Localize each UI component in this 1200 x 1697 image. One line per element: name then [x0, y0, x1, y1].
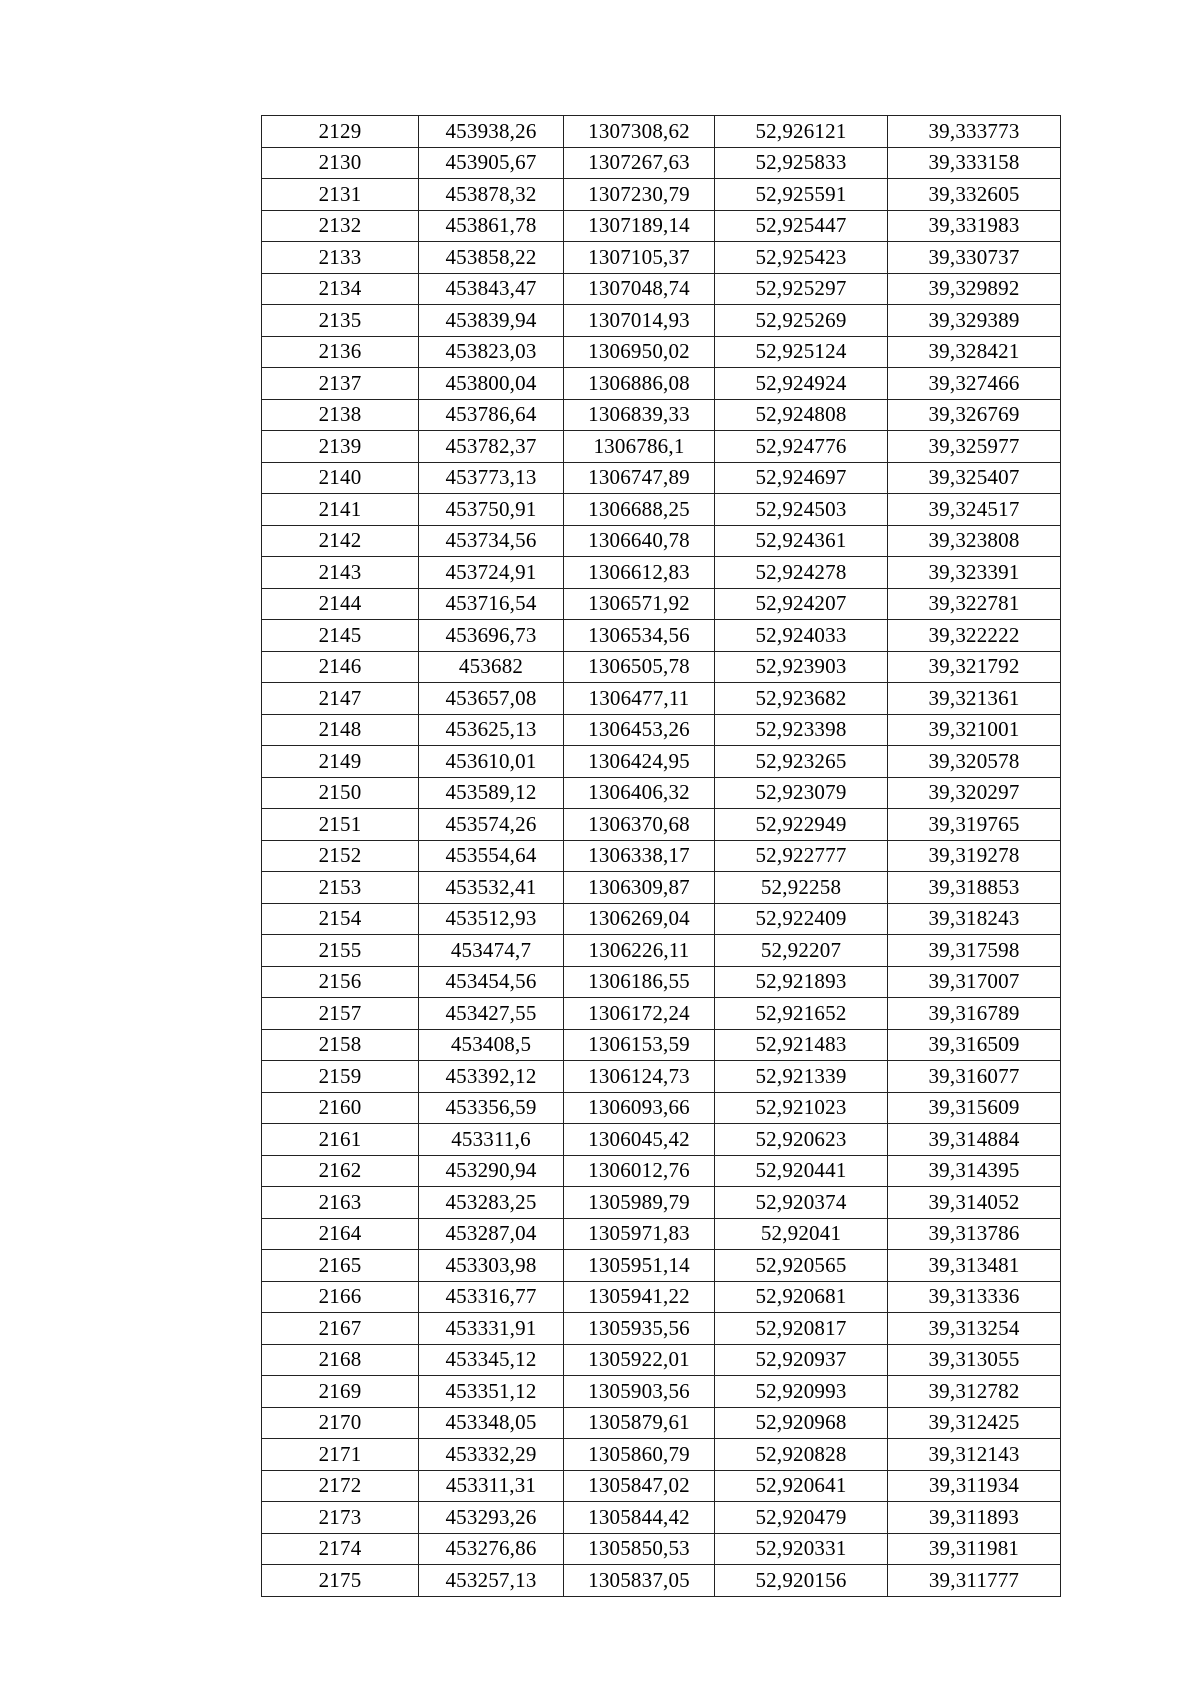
- y-coordinate-cell: 1306505,78: [564, 651, 715, 683]
- x-coordinate-cell: 453878,32: [419, 179, 564, 211]
- point-number-cell: 2130: [262, 147, 419, 179]
- x-coordinate-cell: 453782,37: [419, 431, 564, 463]
- longitude-cell: 39,311934: [888, 1470, 1061, 1502]
- x-coordinate-cell: 453773,13: [419, 462, 564, 494]
- latitude-cell: 52,920828: [715, 1439, 888, 1471]
- point-number-cell: 2153: [262, 872, 419, 904]
- table-row: [262, 935, 1061, 967]
- y-coordinate-cell: 1307105,37: [564, 242, 715, 274]
- x-coordinate-cell: 453454,56: [419, 966, 564, 998]
- table-row: [262, 903, 1061, 935]
- point-number-cell: 2167: [262, 1313, 419, 1345]
- x-coordinate-cell: 453287,04: [419, 1218, 564, 1250]
- latitude-cell: 52,924503: [715, 494, 888, 526]
- x-coordinate-cell: 453303,98: [419, 1250, 564, 1282]
- point-number-cell: 2132: [262, 210, 419, 242]
- longitude-cell: 39,325407: [888, 462, 1061, 494]
- longitude-cell: 39,323391: [888, 557, 1061, 589]
- latitude-cell: 52,921893: [715, 966, 888, 998]
- latitude-cell: 52,921483: [715, 1029, 888, 1061]
- coordinates-table: [261, 115, 1061, 1597]
- longitude-cell: 39,333773: [888, 116, 1061, 148]
- point-number-cell: 2138: [262, 399, 419, 431]
- longitude-cell: 39,321001: [888, 714, 1061, 746]
- y-coordinate-cell: 1306424,95: [564, 746, 715, 778]
- latitude-cell: 52,924697: [715, 462, 888, 494]
- latitude-cell: 52,920993: [715, 1376, 888, 1408]
- x-coordinate-cell: 453332,29: [419, 1439, 564, 1471]
- latitude-cell: 52,925423: [715, 242, 888, 274]
- table-row: [262, 651, 1061, 683]
- x-coordinate-cell: 453905,67: [419, 147, 564, 179]
- table-row: [262, 1187, 1061, 1219]
- longitude-cell: 39,313254: [888, 1313, 1061, 1345]
- latitude-cell: 52,920565: [715, 1250, 888, 1282]
- latitude-cell: 52,92041: [715, 1218, 888, 1250]
- y-coordinate-cell: 1305922,01: [564, 1344, 715, 1376]
- x-coordinate-cell: 453823,03: [419, 336, 564, 368]
- point-number-cell: 2171: [262, 1439, 419, 1471]
- longitude-cell: 39,320578: [888, 746, 1061, 778]
- point-number-cell: 2172: [262, 1470, 419, 1502]
- longitude-cell: 39,313481: [888, 1250, 1061, 1282]
- table-row: [262, 683, 1061, 715]
- longitude-cell: 39,331983: [888, 210, 1061, 242]
- table-row: [262, 1407, 1061, 1439]
- y-coordinate-cell: 1307308,62: [564, 116, 715, 148]
- longitude-cell: 39,316789: [888, 998, 1061, 1030]
- y-coordinate-cell: 1306172,24: [564, 998, 715, 1030]
- point-number-cell: 2135: [262, 305, 419, 337]
- latitude-cell: 52,920937: [715, 1344, 888, 1376]
- point-number-cell: 2133: [262, 242, 419, 274]
- latitude-cell: 52,920331: [715, 1533, 888, 1565]
- latitude-cell: 52,922949: [715, 809, 888, 841]
- point-number-cell: 2152: [262, 840, 419, 872]
- latitude-cell: 52,920641: [715, 1470, 888, 1502]
- latitude-cell: 52,925297: [715, 273, 888, 305]
- y-coordinate-cell: 1306477,11: [564, 683, 715, 715]
- x-coordinate-cell: 453512,93: [419, 903, 564, 935]
- x-coordinate-cell: 453858,22: [419, 242, 564, 274]
- latitude-cell: 52,924776: [715, 431, 888, 463]
- x-coordinate-cell: 453750,91: [419, 494, 564, 526]
- table-row: [262, 1124, 1061, 1156]
- y-coordinate-cell: 1306747,89: [564, 462, 715, 494]
- longitude-cell: 39,317007: [888, 966, 1061, 998]
- point-number-cell: 2164: [262, 1218, 419, 1250]
- point-number-cell: 2157: [262, 998, 419, 1030]
- x-coordinate-cell: 453283,25: [419, 1187, 564, 1219]
- y-coordinate-cell: 1306338,17: [564, 840, 715, 872]
- point-number-cell: 2175: [262, 1565, 419, 1597]
- y-coordinate-cell: 1306153,59: [564, 1029, 715, 1061]
- point-number-cell: 2174: [262, 1533, 419, 1565]
- point-number-cell: 2143: [262, 557, 419, 589]
- longitude-cell: 39,332605: [888, 179, 1061, 211]
- x-coordinate-cell: 453682: [419, 651, 564, 683]
- latitude-cell: 52,920968: [715, 1407, 888, 1439]
- x-coordinate-cell: 453293,26: [419, 1502, 564, 1534]
- longitude-cell: 39,314884: [888, 1124, 1061, 1156]
- latitude-cell: 52,924278: [715, 557, 888, 589]
- point-number-cell: 2129: [262, 116, 419, 148]
- y-coordinate-cell: 1305903,56: [564, 1376, 715, 1408]
- latitude-cell: 52,925833: [715, 147, 888, 179]
- x-coordinate-cell: 453348,05: [419, 1407, 564, 1439]
- x-coordinate-cell: 453843,47: [419, 273, 564, 305]
- point-number-cell: 2145: [262, 620, 419, 652]
- table-row: [262, 305, 1061, 337]
- point-number-cell: 2140: [262, 462, 419, 494]
- x-coordinate-cell: 453408,5: [419, 1029, 564, 1061]
- longitude-cell: 39,318243: [888, 903, 1061, 935]
- latitude-cell: 52,925124: [715, 336, 888, 368]
- point-number-cell: 2161: [262, 1124, 419, 1156]
- longitude-cell: 39,333158: [888, 147, 1061, 179]
- longitude-cell: 39,329892: [888, 273, 1061, 305]
- table-row: [262, 1470, 1061, 1502]
- table-row: [262, 336, 1061, 368]
- y-coordinate-cell: 1307014,93: [564, 305, 715, 337]
- x-coordinate-cell: 453786,64: [419, 399, 564, 431]
- longitude-cell: 39,317598: [888, 935, 1061, 967]
- y-coordinate-cell: 1305941,22: [564, 1281, 715, 1313]
- table-row: [262, 840, 1061, 872]
- table-row: [262, 872, 1061, 904]
- x-coordinate-cell: 453724,91: [419, 557, 564, 589]
- x-coordinate-cell: 453861,78: [419, 210, 564, 242]
- y-coordinate-cell: 1307267,63: [564, 147, 715, 179]
- table-row: [262, 494, 1061, 526]
- table-row: [262, 147, 1061, 179]
- y-coordinate-cell: 1305971,83: [564, 1218, 715, 1250]
- table-row: [262, 1376, 1061, 1408]
- longitude-cell: 39,312143: [888, 1439, 1061, 1471]
- y-coordinate-cell: 1306406,32: [564, 777, 715, 809]
- longitude-cell: 39,313786: [888, 1218, 1061, 1250]
- longitude-cell: 39,316077: [888, 1061, 1061, 1093]
- y-coordinate-cell: 1306640,78: [564, 525, 715, 557]
- longitude-cell: 39,315609: [888, 1092, 1061, 1124]
- point-number-cell: 2142: [262, 525, 419, 557]
- y-coordinate-cell: 1306453,26: [564, 714, 715, 746]
- longitude-cell: 39,327466: [888, 368, 1061, 400]
- y-coordinate-cell: 1305847,02: [564, 1470, 715, 1502]
- point-number-cell: 2170: [262, 1407, 419, 1439]
- table-row: [262, 1155, 1061, 1187]
- latitude-cell: 52,92258: [715, 872, 888, 904]
- x-coordinate-cell: 453589,12: [419, 777, 564, 809]
- longitude-cell: 39,319278: [888, 840, 1061, 872]
- latitude-cell: 52,920156: [715, 1565, 888, 1597]
- longitude-cell: 39,314395: [888, 1155, 1061, 1187]
- table-row: [262, 1344, 1061, 1376]
- longitude-cell: 39,330737: [888, 242, 1061, 274]
- longitude-cell: 39,329389: [888, 305, 1061, 337]
- latitude-cell: 52,922409: [715, 903, 888, 935]
- table-row: [262, 998, 1061, 1030]
- table-row: [262, 557, 1061, 589]
- longitude-cell: 39,322222: [888, 620, 1061, 652]
- x-coordinate-cell: 453839,94: [419, 305, 564, 337]
- y-coordinate-cell: 1306186,55: [564, 966, 715, 998]
- table-row: [262, 525, 1061, 557]
- latitude-cell: 52,921652: [715, 998, 888, 1030]
- point-number-cell: 2166: [262, 1281, 419, 1313]
- table-row: [262, 368, 1061, 400]
- longitude-cell: 39,311777: [888, 1565, 1061, 1597]
- y-coordinate-cell: 1306688,25: [564, 494, 715, 526]
- x-coordinate-cell: 453290,94: [419, 1155, 564, 1187]
- table-row: [262, 1533, 1061, 1565]
- table-row: [262, 179, 1061, 211]
- latitude-cell: 52,920441: [715, 1155, 888, 1187]
- latitude-cell: 52,923079: [715, 777, 888, 809]
- table-row: [262, 1250, 1061, 1282]
- table-row: [262, 399, 1061, 431]
- x-coordinate-cell: 453427,55: [419, 998, 564, 1030]
- table-row: [262, 1439, 1061, 1471]
- point-number-cell: 2148: [262, 714, 419, 746]
- y-coordinate-cell: 1306950,02: [564, 336, 715, 368]
- point-number-cell: 2150: [262, 777, 419, 809]
- y-coordinate-cell: 1306534,56: [564, 620, 715, 652]
- point-number-cell: 2160: [262, 1092, 419, 1124]
- latitude-cell: 52,921339: [715, 1061, 888, 1093]
- longitude-cell: 39,324517: [888, 494, 1061, 526]
- table-row: [262, 1313, 1061, 1345]
- point-number-cell: 2154: [262, 903, 419, 935]
- table-row: [262, 1281, 1061, 1313]
- point-number-cell: 2134: [262, 273, 419, 305]
- latitude-cell: 52,920374: [715, 1187, 888, 1219]
- x-coordinate-cell: 453316,77: [419, 1281, 564, 1313]
- table-row: [262, 966, 1061, 998]
- y-coordinate-cell: 1305951,14: [564, 1250, 715, 1282]
- longitude-cell: 39,320297: [888, 777, 1061, 809]
- y-coordinate-cell: 1306370,68: [564, 809, 715, 841]
- point-number-cell: 2146: [262, 651, 419, 683]
- latitude-cell: 52,924361: [715, 525, 888, 557]
- x-coordinate-cell: 453474,7: [419, 935, 564, 967]
- x-coordinate-cell: 453574,26: [419, 809, 564, 841]
- longitude-cell: 39,326769: [888, 399, 1061, 431]
- y-coordinate-cell: 1307230,79: [564, 179, 715, 211]
- table-row: [262, 620, 1061, 652]
- x-coordinate-cell: 453554,64: [419, 840, 564, 872]
- point-number-cell: 2151: [262, 809, 419, 841]
- table-row: [262, 809, 1061, 841]
- longitude-cell: 39,325977: [888, 431, 1061, 463]
- table-row: [262, 431, 1061, 463]
- table-row: [262, 1029, 1061, 1061]
- latitude-cell: 52,921023: [715, 1092, 888, 1124]
- table-row: [262, 1218, 1061, 1250]
- table-row: [262, 1502, 1061, 1534]
- y-coordinate-cell: 1307048,74: [564, 273, 715, 305]
- point-number-cell: 2149: [262, 746, 419, 778]
- point-number-cell: 2147: [262, 683, 419, 715]
- x-coordinate-cell: 453734,56: [419, 525, 564, 557]
- latitude-cell: 52,920681: [715, 1281, 888, 1313]
- longitude-cell: 39,313055: [888, 1344, 1061, 1376]
- table-row: [262, 210, 1061, 242]
- table-row: [262, 116, 1061, 148]
- point-number-cell: 2158: [262, 1029, 419, 1061]
- y-coordinate-cell: 1305844,42: [564, 1502, 715, 1534]
- y-coordinate-cell: 1306309,87: [564, 872, 715, 904]
- x-coordinate-cell: 453311,31: [419, 1470, 564, 1502]
- longitude-cell: 39,323808: [888, 525, 1061, 557]
- point-number-cell: 2168: [262, 1344, 419, 1376]
- y-coordinate-cell: 1305879,61: [564, 1407, 715, 1439]
- point-number-cell: 2162: [262, 1155, 419, 1187]
- longitude-cell: 39,314052: [888, 1187, 1061, 1219]
- y-coordinate-cell: 1305850,53: [564, 1533, 715, 1565]
- y-coordinate-cell: 1306839,33: [564, 399, 715, 431]
- longitude-cell: 39,312425: [888, 1407, 1061, 1439]
- y-coordinate-cell: 1306786,1: [564, 431, 715, 463]
- y-coordinate-cell: 1306226,11: [564, 935, 715, 967]
- x-coordinate-cell: 453532,41: [419, 872, 564, 904]
- point-number-cell: 2156: [262, 966, 419, 998]
- point-number-cell: 2144: [262, 588, 419, 620]
- latitude-cell: 52,924808: [715, 399, 888, 431]
- point-number-cell: 2131: [262, 179, 419, 211]
- y-coordinate-cell: 1305837,05: [564, 1565, 715, 1597]
- coordinates-table-body: [262, 116, 1061, 1597]
- table-row: [262, 777, 1061, 809]
- table-row: [262, 588, 1061, 620]
- latitude-cell: 52,924924: [715, 368, 888, 400]
- latitude-cell: 52,920817: [715, 1313, 888, 1345]
- y-coordinate-cell: 1306571,92: [564, 588, 715, 620]
- latitude-cell: 52,923265: [715, 746, 888, 778]
- x-coordinate-cell: 453716,54: [419, 588, 564, 620]
- x-coordinate-cell: 453345,12: [419, 1344, 564, 1376]
- y-coordinate-cell: 1305860,79: [564, 1439, 715, 1471]
- longitude-cell: 39,319765: [888, 809, 1061, 841]
- table-row: [262, 462, 1061, 494]
- longitude-cell: 39,321792: [888, 651, 1061, 683]
- longitude-cell: 39,328421: [888, 336, 1061, 368]
- point-number-cell: 2173: [262, 1502, 419, 1534]
- y-coordinate-cell: 1306886,08: [564, 368, 715, 400]
- x-coordinate-cell: 453657,08: [419, 683, 564, 715]
- latitude-cell: 52,920623: [715, 1124, 888, 1156]
- table-row: [262, 1061, 1061, 1093]
- x-coordinate-cell: 453392,12: [419, 1061, 564, 1093]
- latitude-cell: 52,923398: [715, 714, 888, 746]
- point-number-cell: 2137: [262, 368, 419, 400]
- x-coordinate-cell: 453276,86: [419, 1533, 564, 1565]
- y-coordinate-cell: 1307189,14: [564, 210, 715, 242]
- latitude-cell: 52,926121: [715, 116, 888, 148]
- latitude-cell: 52,920479: [715, 1502, 888, 1534]
- x-coordinate-cell: 453800,04: [419, 368, 564, 400]
- latitude-cell: 52,925269: [715, 305, 888, 337]
- latitude-cell: 52,923682: [715, 683, 888, 715]
- table-row: [262, 746, 1061, 778]
- longitude-cell: 39,312782: [888, 1376, 1061, 1408]
- x-coordinate-cell: 453257,13: [419, 1565, 564, 1597]
- y-coordinate-cell: 1306093,66: [564, 1092, 715, 1124]
- x-coordinate-cell: 453311,6: [419, 1124, 564, 1156]
- x-coordinate-cell: 453610,01: [419, 746, 564, 778]
- y-coordinate-cell: 1305935,56: [564, 1313, 715, 1345]
- x-coordinate-cell: 453696,73: [419, 620, 564, 652]
- x-coordinate-cell: 453625,13: [419, 714, 564, 746]
- latitude-cell: 52,925591: [715, 179, 888, 211]
- latitude-cell: 52,924033: [715, 620, 888, 652]
- y-coordinate-cell: 1305989,79: [564, 1187, 715, 1219]
- y-coordinate-cell: 1306612,83: [564, 557, 715, 589]
- longitude-cell: 39,313336: [888, 1281, 1061, 1313]
- longitude-cell: 39,311893: [888, 1502, 1061, 1534]
- table-row: [262, 1092, 1061, 1124]
- table-row: [262, 273, 1061, 305]
- point-number-cell: 2159: [262, 1061, 419, 1093]
- point-number-cell: 2141: [262, 494, 419, 526]
- point-number-cell: 2169: [262, 1376, 419, 1408]
- point-number-cell: 2136: [262, 336, 419, 368]
- y-coordinate-cell: 1306269,04: [564, 903, 715, 935]
- point-number-cell: 2165: [262, 1250, 419, 1282]
- latitude-cell: 52,925447: [715, 210, 888, 242]
- longitude-cell: 39,316509: [888, 1029, 1061, 1061]
- table-row: [262, 242, 1061, 274]
- y-coordinate-cell: 1306124,73: [564, 1061, 715, 1093]
- x-coordinate-cell: 453356,59: [419, 1092, 564, 1124]
- y-coordinate-cell: 1306045,42: [564, 1124, 715, 1156]
- latitude-cell: 52,922777: [715, 840, 888, 872]
- longitude-cell: 39,322781: [888, 588, 1061, 620]
- latitude-cell: 52,92207: [715, 935, 888, 967]
- x-coordinate-cell: 453331,91: [419, 1313, 564, 1345]
- longitude-cell: 39,311981: [888, 1533, 1061, 1565]
- y-coordinate-cell: 1306012,76: [564, 1155, 715, 1187]
- latitude-cell: 52,923903: [715, 651, 888, 683]
- table-row: [262, 1565, 1061, 1597]
- table-row: [262, 714, 1061, 746]
- longitude-cell: 39,318853: [888, 872, 1061, 904]
- x-coordinate-cell: 453351,12: [419, 1376, 564, 1408]
- longitude-cell: 39,321361: [888, 683, 1061, 715]
- latitude-cell: 52,924207: [715, 588, 888, 620]
- point-number-cell: 2163: [262, 1187, 419, 1219]
- x-coordinate-cell: 453938,26: [419, 116, 564, 148]
- point-number-cell: 2139: [262, 431, 419, 463]
- point-number-cell: 2155: [262, 935, 419, 967]
